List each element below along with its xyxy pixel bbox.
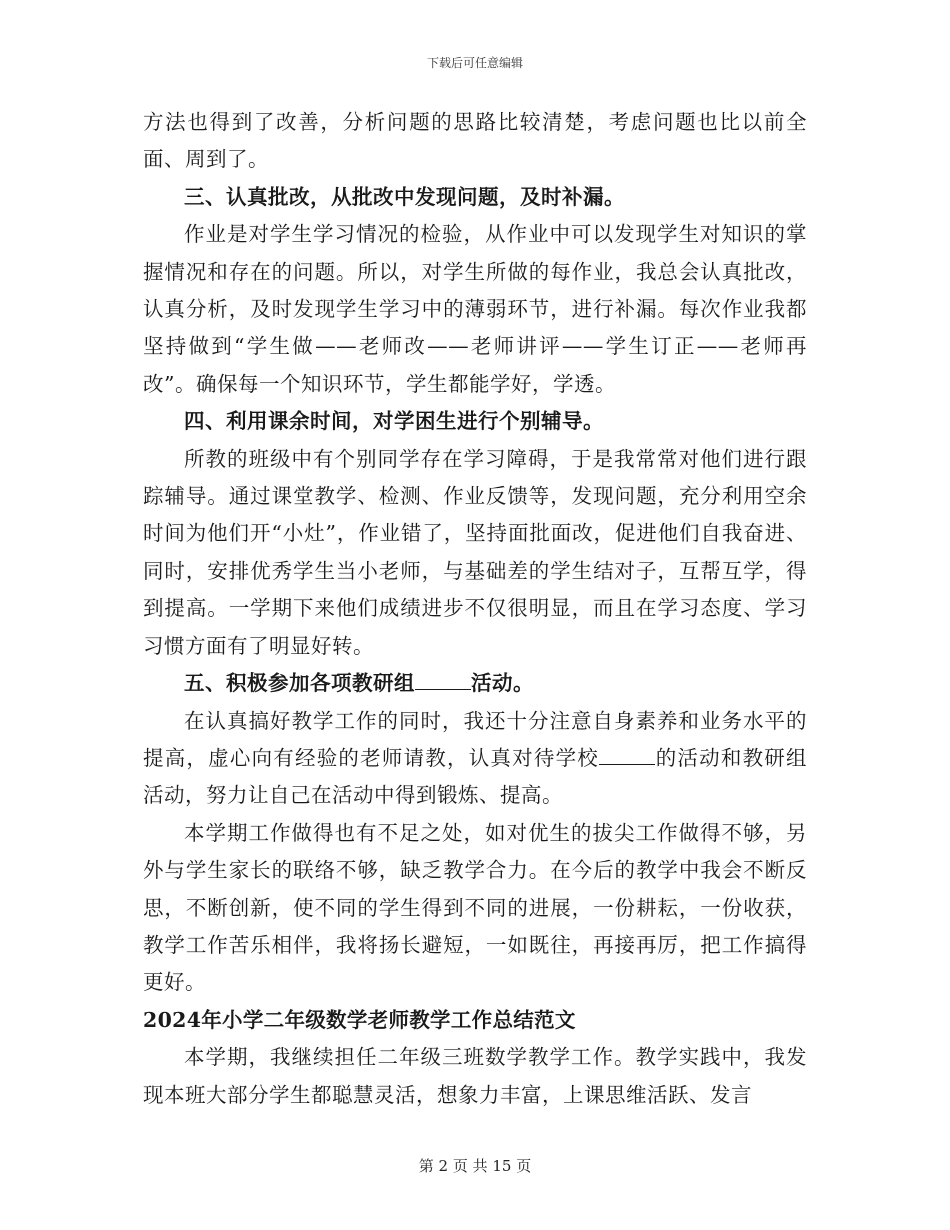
heading-5-part-2: 活动。 [471,671,534,696]
paragraph-shortcomings: 本学期工作做得也有不足之处，如对优生的拔尖工作做得不够，另外与学生家长的联络不够，缺乏教学合力。在今后的教学中我会不断反思，不断创新，使不同的学生得到不同的进展，一份耕耘，一份收获，教学工作苦乐相伴，我将扬长避短，一如既往，再接再厉，把工作搞得更好。 [143,820,807,995]
heading-5-part-1: 五、积极参加各项教研组 [184,671,415,696]
paragraph-research [143,703,807,815]
research-part-1: 在认真搞好教学工作的同时，我还十分注意自身素养和业务水平的提高，虚心向有经验的老师请教，认真对待学校 [143,708,807,770]
section-heading-4: 四、利用课余时间，对学困生进行个别辅导。 [184,409,604,434]
paragraph-tutoring: 所教的班级中有个别同学存在学习障碍，于是我常常对他们进行跟踪辅导。通过课堂教学、检测、作业反馈等，发现问题，充分利用空余时间为他们开“小灶”，作业错了，坚持面批面改，促进他们自我奋进、同时，安排优秀学生当小老师，与基础差的学生结对子，互帮互学，得到提高。一学期下来他们成绩进步不仅很明显，而且在学习态度、学习习惯方面有了明显好转。 [143,446,807,658]
paragraph-intro: 本学期，我继续担任二年级三班数学教学工作。教学实践中，我发现本班大部分学生都聪慧灵活，想象力丰富，上课思维活跃、发言 [143,1045,807,1107]
paragraph-homework: 作业是对学生学习情况的检验，从作业中可以发现学生对知识的掌握情况和存在的问题。所以，对学生所做的每作业，我总会认真批改，认真分析，及时发现学生学习中的薄弱环节，进行补漏。每次作业我都坚持做到“学生做——老师改——老师讲评——学生订正——老师再改”。确保每一个知识环节，学生都能学好，学透。 [143,222,807,396]
blank-underline [415,669,471,690]
research-part-2: 的活动和教研组活动，努力让自己在活动中得到锻炼、提高。 [143,745,807,808]
article-title: 2024年小学二年级数学老师教学工作总结范文 [143,1007,576,1032]
section-heading-3: 三、认真批改，从批改中发现问题，及时补漏。 [184,184,625,209]
paragraph-continued: 方法也得到了改善，分析问题的思路比较清楚，考虑问题也比以前全面、周到了。 [143,110,807,172]
section-heading-5 [143,665,807,702]
page-footer: 第 2 页 共 15 页 [418,1157,532,1175]
document-body [143,104,807,1114]
blank-underline [599,744,655,765]
page-header: 下载后可任意编辑 [426,56,523,70]
